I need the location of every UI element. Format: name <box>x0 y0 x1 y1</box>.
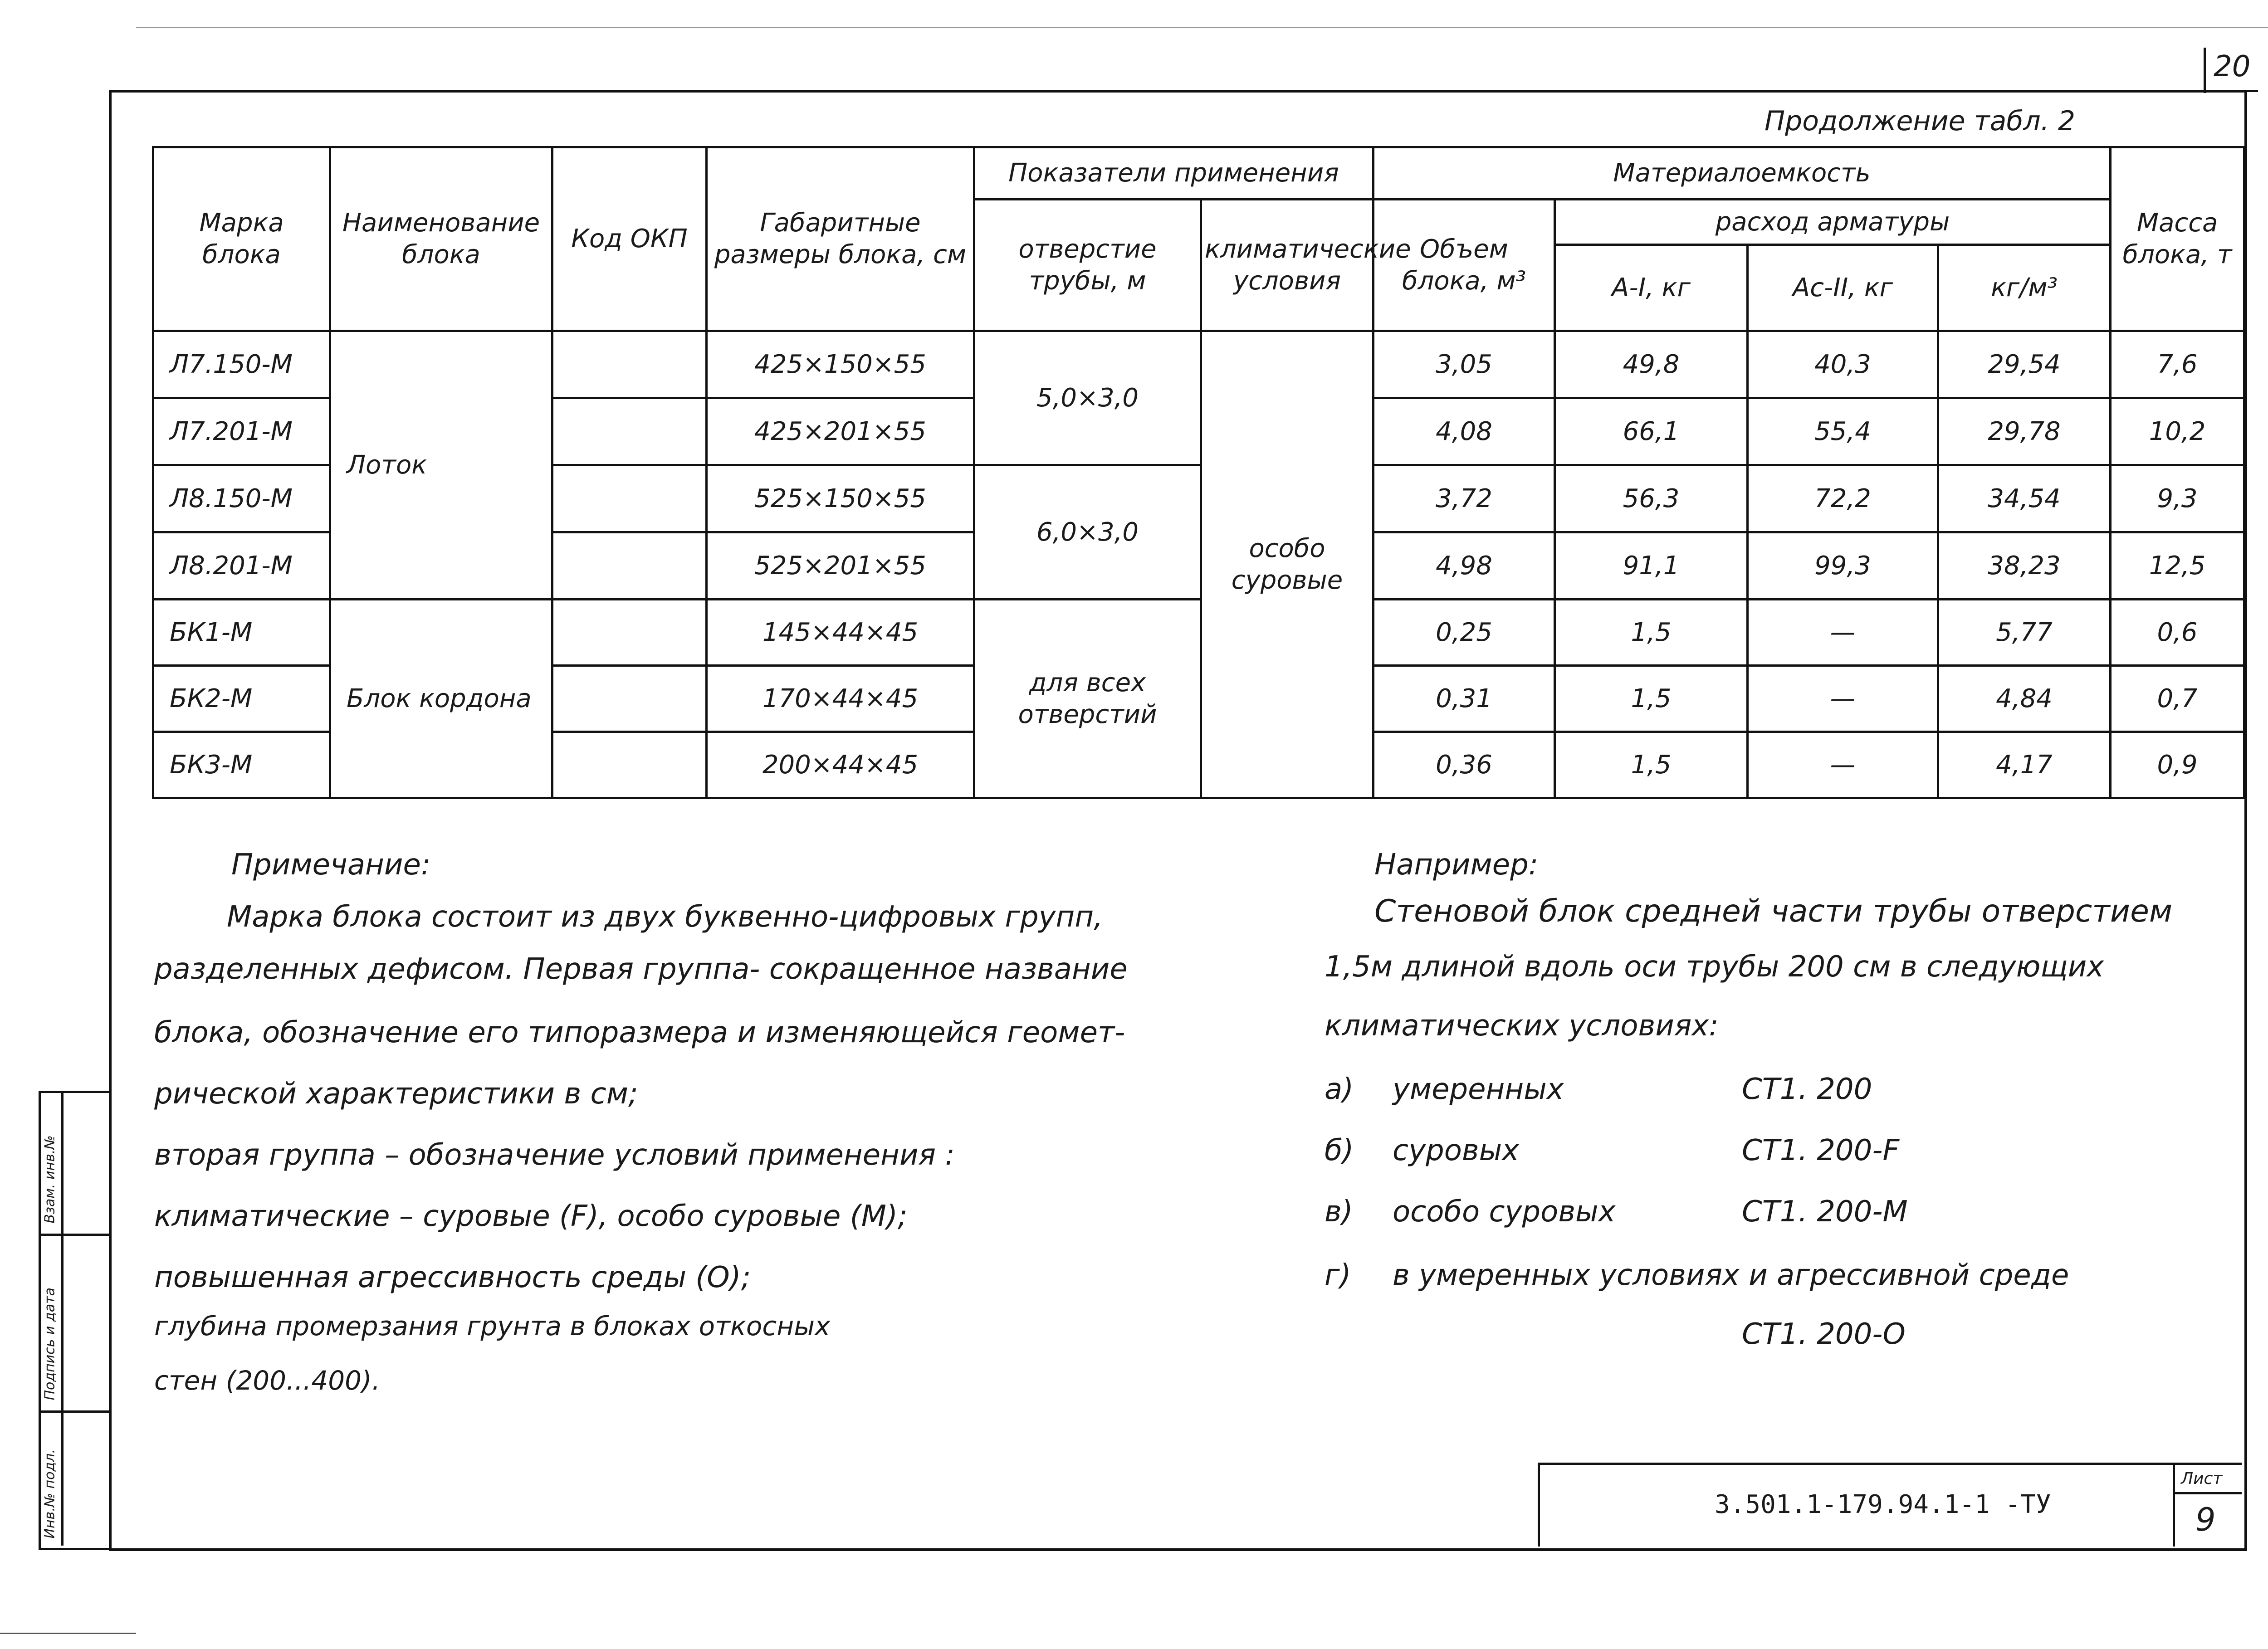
cell-dims: 170×44×45 <box>707 666 974 732</box>
example-item-letter: г) <box>1325 1259 1351 1292</box>
cell-a2: — <box>1748 666 1938 732</box>
cell-opening-all: для всех отверстий <box>974 600 1201 798</box>
header-rebar: расход арматуры <box>1555 200 2111 245</box>
note-line: Марка блока состоит из двух буквенно-цифровых групп, <box>227 900 1103 934</box>
cell-mass: 0,9 <box>2111 732 2244 798</box>
cell-kgm3: 5,77 <box>1938 600 2111 666</box>
cell-a1: 56,3 <box>1555 465 1748 532</box>
cell-a1: 1,5 <box>1555 732 1748 798</box>
cell-mark: Л8.150-М <box>153 465 330 532</box>
cell-mass: 9,3 <box>2111 465 2244 532</box>
sheet-label: Лист <box>2181 1469 2223 1488</box>
cell-okp <box>552 532 707 600</box>
example-item-text: умеренных <box>1393 1073 1564 1106</box>
cell-a2: — <box>1748 732 1938 798</box>
cell-a1: 49,8 <box>1555 331 1748 398</box>
header-mark: Марка блока <box>153 147 330 331</box>
group-blok-kordona: Блок кордона <box>330 600 552 798</box>
cell-okp <box>552 398 707 465</box>
example-item-code: СТ1. 200 <box>1742 1073 1872 1106</box>
scan-edge <box>136 27 2268 28</box>
cell-dims: 525×150×55 <box>707 465 974 532</box>
cell-mass: 10,2 <box>2111 398 2244 465</box>
cell-mark: Л7.150-М <box>153 331 330 398</box>
cell-kgm3: 29,78 <box>1938 398 2111 465</box>
cell-a2: 72,2 <box>1748 465 1938 532</box>
header-okp: Код ОКП <box>552 147 707 331</box>
cell-kgm3: 34,54 <box>1938 465 2111 532</box>
page-number: 20 <box>2214 50 2251 83</box>
cell-dims: 425×150×55 <box>707 331 974 398</box>
example-item-letter: в) <box>1325 1195 1353 1229</box>
cell-okp <box>552 465 707 532</box>
cell-a1: 1,5 <box>1555 666 1748 732</box>
cell-mark: Л7.201-М <box>153 398 330 465</box>
cell-kgm3: 4,84 <box>1938 666 2111 732</box>
side-stamp-text: Взам. инв.№ <box>42 1135 58 1224</box>
side-stamp-text: Подпись и дата <box>42 1288 58 1400</box>
example-item-text: суровых <box>1393 1134 1519 1167</box>
cell-volume: 4,98 <box>1374 532 1555 600</box>
cell-a2: 40,3 <box>1748 331 1938 398</box>
title-block-sheet-label-line <box>2173 1492 2242 1494</box>
example-item-text: в умеренных условиях и агрессивной среде <box>1393 1259 2069 1292</box>
cell-a1: 1,5 <box>1555 600 1748 666</box>
example-item-letter: а) <box>1325 1073 1354 1106</box>
note-line: глубина промерзания грунта в блоках откосных <box>154 1311 831 1342</box>
cell-a2: — <box>1748 600 1938 666</box>
example-item-code: СТ1. 200-F <box>1742 1134 1900 1167</box>
sheet-number: 9 <box>2195 1501 2216 1538</box>
table-row <box>153 600 2244 666</box>
cell-volume: 4,08 <box>1374 398 1555 465</box>
cell-mark: БК3-М <box>153 732 330 798</box>
cell-volume: 0,31 <box>1374 666 1555 732</box>
header-materials: Материалоемкость <box>1374 147 2111 200</box>
cell-okp <box>552 732 707 798</box>
cell-mass: 0,7 <box>2111 666 2244 732</box>
cell-mass: 12,5 <box>2111 532 2244 600</box>
cell-mass: 0,6 <box>2111 600 2244 666</box>
cell-dims: 425×201×55 <box>707 398 974 465</box>
note-line: рической характеристики в см; <box>154 1077 638 1111</box>
page-number-divider <box>2204 48 2206 93</box>
cell-a2: 55,4 <box>1748 398 1938 465</box>
cell-volume: 3,05 <box>1374 331 1555 398</box>
header-kgm3: кг/м³ <box>1938 245 2111 331</box>
table-row <box>153 331 2244 398</box>
cell-opening-6: 6,0×3,0 <box>974 465 1201 600</box>
title-block-top-border <box>1538 1463 2242 1465</box>
note-line: стен (200...400). <box>154 1365 381 1396</box>
header-climate: климатические условия <box>1201 200 1374 331</box>
side-stamp-line <box>39 1234 109 1236</box>
note-line: повышенная агрессивность среды (О); <box>154 1261 751 1294</box>
cell-okp <box>552 600 707 666</box>
note-line: климатические – суровые (F), особо суровые (М); <box>154 1200 908 1233</box>
scan-edge <box>0 1633 136 1634</box>
cell-kgm3: 29,54 <box>1938 331 2111 398</box>
cell-volume: 0,25 <box>1374 600 1555 666</box>
cell-okp <box>552 331 707 398</box>
side-stamp-line <box>39 1410 109 1413</box>
header-a1: А-I, кг <box>1555 245 1748 331</box>
example-item-code: СТ1. 200-М <box>1742 1195 1908 1229</box>
cell-volume: 3,72 <box>1374 465 1555 532</box>
cell-mark: Л8.201-М <box>153 532 330 600</box>
note-line: блока, обозначение его типоразмера и изменяющейся геомет- <box>154 1016 1125 1049</box>
table-caption: Продолжение табл. 2 <box>1765 105 2076 137</box>
note-title: Примечание: <box>231 848 431 882</box>
cell-volume: 0,36 <box>1374 732 1555 798</box>
header-dims: Габаритные размеры блока, см <box>707 147 974 331</box>
cell-a1: 91,1 <box>1555 532 1748 600</box>
cell-a2: 99,3 <box>1748 532 1938 600</box>
note-line: разделенных дефисом. Первая группа- сокращенное название <box>154 952 1128 986</box>
header-volume: Объем блока, м³ <box>1374 200 1555 331</box>
spec-table <box>152 146 2245 799</box>
header-a2: Ас-II, кг <box>1748 245 1938 331</box>
side-stamp-divider <box>61 1091 64 1546</box>
cell-mark: БК2-М <box>153 666 330 732</box>
group-lotok: Лоток <box>330 331 552 600</box>
example-item-text: особо суровых <box>1393 1195 1616 1229</box>
cell-climate: особо суровые <box>1201 331 1374 798</box>
cell-mass: 7,6 <box>2111 331 2244 398</box>
cell-kgm3: 4,17 <box>1938 732 2111 798</box>
example-line: 1,5м длиной вдоль оси трубы 200 см в следующих <box>1325 950 2104 984</box>
example-line: Стеновой блок средней части трубы отверстием <box>1374 893 2173 929</box>
side-stamp-text: Инв.№ подл. <box>42 1449 58 1539</box>
cell-dims: 525×201×55 <box>707 532 974 600</box>
cell-mark: БК1-М <box>153 600 330 666</box>
note-line: вторая группа – обозначение условий применения : <box>154 1138 955 1172</box>
header-name: Наименование блока <box>330 147 552 331</box>
example-line: климатических условиях: <box>1325 1009 1719 1043</box>
example-item-letter: б) <box>1325 1134 1354 1167</box>
header-mass: Масса блока, т <box>2111 147 2244 331</box>
cell-a1: 66,1 <box>1555 398 1748 465</box>
header-opening: отверстие трубы, м <box>974 200 1201 331</box>
example-title: Например: <box>1374 848 1539 882</box>
title-block-sheet-divider <box>2173 1463 2175 1547</box>
cell-kgm3: 38,23 <box>1938 532 2111 600</box>
cell-dims: 145×44×45 <box>707 600 974 666</box>
title-block-left-border <box>1538 1463 1540 1547</box>
example-item-code: СТ1. 200-О <box>1742 1317 1906 1351</box>
header-usage: Показатели применения <box>974 147 1374 200</box>
cell-dims: 200×44×45 <box>707 732 974 798</box>
cell-opening-5: 5,0×3,0 <box>974 331 1201 465</box>
document-designation: 3.501.1-179.94.1-1 -ТУ <box>1715 1490 2051 1519</box>
cell-okp <box>552 666 707 732</box>
